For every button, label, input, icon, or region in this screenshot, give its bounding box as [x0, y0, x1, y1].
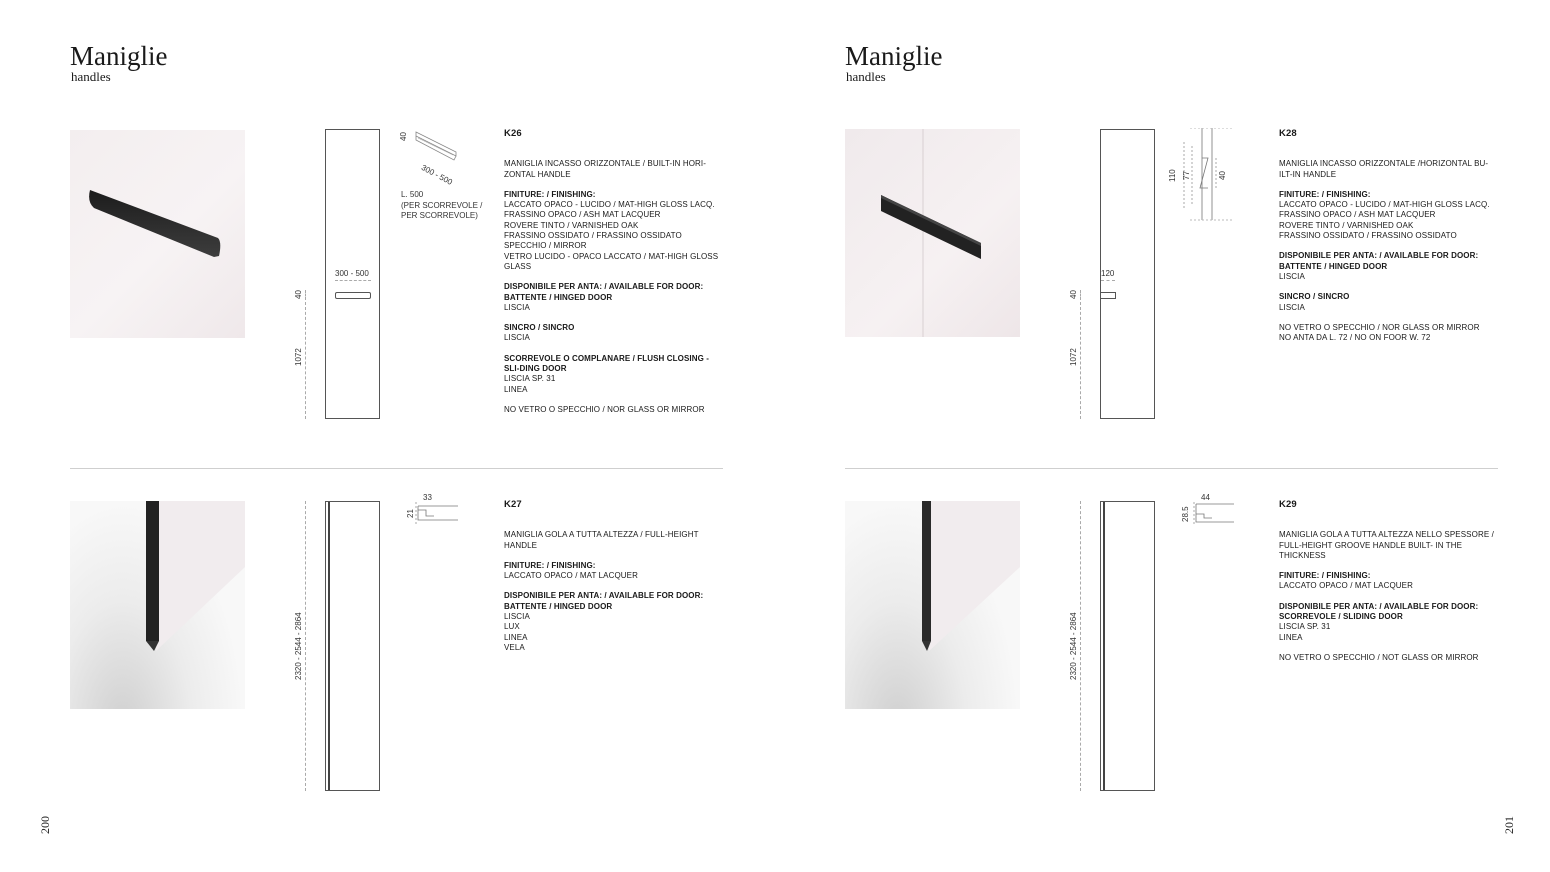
- k26-sincro-item: LISCIA: [504, 333, 530, 343]
- k28-sincro-item: LISCIA: [1279, 302, 1305, 312]
- k28-available: [1279, 251, 1494, 282]
- k28-finish-item: LACCATO OPACO - LUCIDO / MAT-HIGH GLOSS LACQ.: [1279, 200, 1490, 210]
- k28-finishes: [1279, 190, 1494, 241]
- k29-profile-sketch: [1182, 500, 1242, 530]
- k28-photo: [845, 129, 1020, 337]
- k27-groove-line: [328, 502, 330, 790]
- k27-available-heading: DISPONIBILE PER ANTA: / AVAILABLE FOR DOOR:: [504, 591, 704, 601]
- k26-handle-thickness-label: 40: [399, 132, 408, 141]
- k27-finishes: [504, 561, 719, 582]
- k29-finishes-heading: FINITURE: / FINISHING:: [1279, 571, 1371, 581]
- k28-handle-slot: [1100, 292, 1116, 299]
- k28-sincro-heading: SINCRO / SINCRO: [1279, 292, 1350, 302]
- k28-side-40-label: 40: [1069, 290, 1078, 299]
- k26-photo: [70, 130, 245, 338]
- k29-dim-line-height: [1080, 501, 1081, 791]
- k26-note: NO VETRO O SPECCHIO / NOR GLASS OR MIRROR: [504, 404, 705, 414]
- k28-width-label: 120: [1101, 269, 1115, 278]
- k26-sliding: [504, 354, 719, 395]
- k26-hinged-item: LISCIA: [504, 302, 530, 312]
- k28-height-label: 1072: [1069, 348, 1078, 366]
- page-subtitle-right: handles: [846, 69, 886, 84]
- k28-note-item: NO ANTA DA L. 72 / NO ON FOOR W. 72: [1279, 333, 1431, 343]
- k26-finish-item: LACCATO OPACO - LUCIDO / MAT-HIGH GLOSS LACQ.: [504, 200, 715, 210]
- k29-available-heading: DISPONIBILE PER ANTA: / AVAILABLE FOR DOOR:: [1279, 601, 1479, 611]
- k26-sliding-item: LISCIA SP. 31: [504, 374, 556, 384]
- k29-depth-label: 28.5: [1181, 506, 1190, 522]
- k26-side-note-line: L. 500: [401, 190, 424, 199]
- k26-available-heading: DISPONIBILE PER ANTA: / AVAILABLE FOR DOOR:: [504, 282, 704, 292]
- k27-height-label: 2320 - 2544 - 2864: [294, 612, 303, 680]
- k27-depth-label: 21: [406, 509, 415, 518]
- k26-handle-length-label: 300 - 500: [419, 163, 454, 187]
- k27-width-label: 33: [423, 493, 432, 502]
- k26-available: [504, 282, 719, 313]
- k26-finishes: [504, 190, 719, 272]
- k27-hinged-item: LINEA: [504, 632, 528, 642]
- k26-handle-image: [70, 130, 245, 338]
- divider-left: [70, 468, 723, 469]
- k29-groove-line: [1103, 502, 1105, 790]
- k27-available: [504, 591, 719, 653]
- k26-side-40-label: 40: [294, 290, 303, 299]
- k26-description: MANIGLIA INCASSO ORIZZONTALE / BUILT-IN HORI-ZONTAL HANDLE: [504, 159, 707, 179]
- k27-description: MANIGLIA GOLA A TUTTA ALTEZZA / FULL-HEIGHT HANDLE: [504, 530, 699, 550]
- k28-width-dimension: [1101, 280, 1115, 281]
- k26-handle-slot: [335, 292, 371, 299]
- k29-finish-item: LACCATO OPACO / MAT LACQUER: [1279, 581, 1413, 591]
- k28-finish-item: FRASSINO OSSIDATO / FRASSINO OSSIDATO: [1279, 231, 1457, 241]
- k28-spec: [1279, 129, 1494, 353]
- divider-right: [845, 468, 1498, 469]
- k28-finish-item: ROVERE TINTO / VARNISHED OAK: [1279, 220, 1414, 230]
- k26-sincro: [504, 323, 719, 344]
- k29-description: MANIGLIA GOLA A TUTTA ALTEZZA NELLO SPESSORE / FULL-HEIGHT GROOVE HANDLE BUILT- IN THE THICKNESS: [1279, 530, 1494, 560]
- k26-sliding-heading: SCORREVOLE O COMPLANARE / FLUSH CLOSING - SLI-DING DOOR: [504, 353, 709, 374]
- page-number-left: 200: [38, 816, 52, 834]
- k26-finish-item: ROVERE TINTO / VARNISHED OAK: [504, 220, 639, 230]
- k27-hinged-item: VELA: [504, 642, 525, 652]
- k26-finish-item: FRASSINO OSSIDATO / FRASSINO OSSIDATO: [504, 231, 682, 241]
- k26-finish-item: FRASSINO OPACO / ASH MAT LACQUER: [504, 210, 661, 220]
- k29-height-label: 2320 - 2544 - 2864: [1069, 612, 1078, 680]
- k26-height-label: 1072: [294, 348, 303, 366]
- k29-handle-image: [845, 501, 1020, 709]
- k26-finish-item: SPECCHIO / MIRROR: [504, 241, 587, 251]
- k29-available: [1279, 602, 1494, 643]
- k28-dim-line-height: [1080, 302, 1081, 419]
- k26-finishes-heading: FINITURE: / FINISHING:: [504, 189, 596, 199]
- k26-spec: [504, 129, 719, 425]
- k29-spec: [1279, 500, 1494, 673]
- k29-sliding-item: LISCIA SP. 31: [1279, 622, 1331, 632]
- k28-hinged-item: LISCIA: [1279, 271, 1305, 281]
- k29-sliding-item: LINEA: [1279, 632, 1303, 642]
- k27-code: K27: [504, 499, 522, 510]
- k27-finish-item: LACCATO OPACO / MAT LACQUER: [504, 571, 638, 581]
- k26-side-note: [401, 190, 482, 222]
- k26-sliding-item: LINEA: [504, 384, 528, 394]
- page-number-right: 201: [1502, 816, 1516, 834]
- k26-code: K26: [504, 128, 522, 139]
- k28-hinged-heading: BATTENTE / HINGED DOOR: [1279, 261, 1388, 271]
- k28-dim-110-label: 110: [1168, 169, 1177, 182]
- k29-door-drawing: [1100, 501, 1155, 791]
- k26-dim-line-height: [305, 302, 306, 419]
- k29-photo: [845, 501, 1020, 709]
- k27-door-drawing: [325, 501, 380, 791]
- k27-finishes-heading: FINITURE: / FINISHING:: [504, 560, 596, 570]
- k26-finish-item: VETRO LUCIDO - OPACO LACCATO / MAT-HIGH GLOSS GLASS: [504, 251, 719, 271]
- k27-dim-line-height: [305, 501, 306, 791]
- k27-hinged-heading: BATTENTE / HINGED DOOR: [504, 601, 613, 611]
- k27-spec: [504, 500, 719, 663]
- k26-hinged-heading: BATTENTE / HINGED DOOR: [504, 292, 613, 302]
- k28-available-heading: DISPONIBILE PER ANTA: / AVAILABLE FOR DOOR:: [1279, 251, 1479, 261]
- k28-dim-40-label: 40: [1218, 171, 1227, 180]
- k28-finishes-heading: FINITURE: / FINISHING:: [1279, 189, 1371, 199]
- k29-note: NO VETRO O SPECCHIO / NOT GLASS OR MIRROR: [1279, 652, 1479, 662]
- k28-handle-image: [845, 129, 1020, 337]
- k26-width-label: 300 - 500: [335, 269, 369, 278]
- k29-sliding-heading: SCORREVOLE / SLIDING DOOR: [1279, 612, 1403, 622]
- k26-dim-line-40: [305, 290, 306, 300]
- k27-hinged-item: LUX: [504, 622, 520, 632]
- k28-dim-line-40: [1080, 290, 1081, 300]
- k26-side-note-line: PER SCORREVOLE): [401, 211, 478, 220]
- k27-photo: [70, 501, 245, 709]
- page-title-left: Maniglie: [70, 41, 168, 71]
- k29-finishes: [1279, 571, 1494, 592]
- k27-handle-image: [70, 501, 245, 709]
- k28-code: K28: [1279, 128, 1297, 139]
- k29-width-label: 44: [1201, 493, 1210, 502]
- k27-hinged-item: LISCIA: [504, 612, 530, 622]
- k26-width-dimension: [335, 280, 371, 281]
- k28-description: MANIGLIA INCASSO ORIZZONTALE /HORIZONTAL BU-ILT-IN HANDLE: [1279, 159, 1489, 179]
- k28-sincro: [1279, 292, 1494, 313]
- page-title-right: Maniglie: [845, 41, 943, 71]
- k28-notes: [1279, 323, 1494, 344]
- k26-sincro-heading: SINCRO / SINCRO: [504, 323, 575, 333]
- k29-code: K29: [1279, 499, 1297, 510]
- k28-finish-item: FRASSINO OPACO / ASH MAT LACQUER: [1279, 210, 1436, 220]
- k26-side-note-line: (PER SCORREVOLE /: [401, 200, 483, 210]
- page-subtitle-left: handles: [71, 69, 111, 84]
- k28-dim-77-label: 77: [1182, 171, 1191, 180]
- k28-note-item: NO VETRO O SPECCHIO / NOR GLASS OR MIRROR: [1279, 322, 1480, 332]
